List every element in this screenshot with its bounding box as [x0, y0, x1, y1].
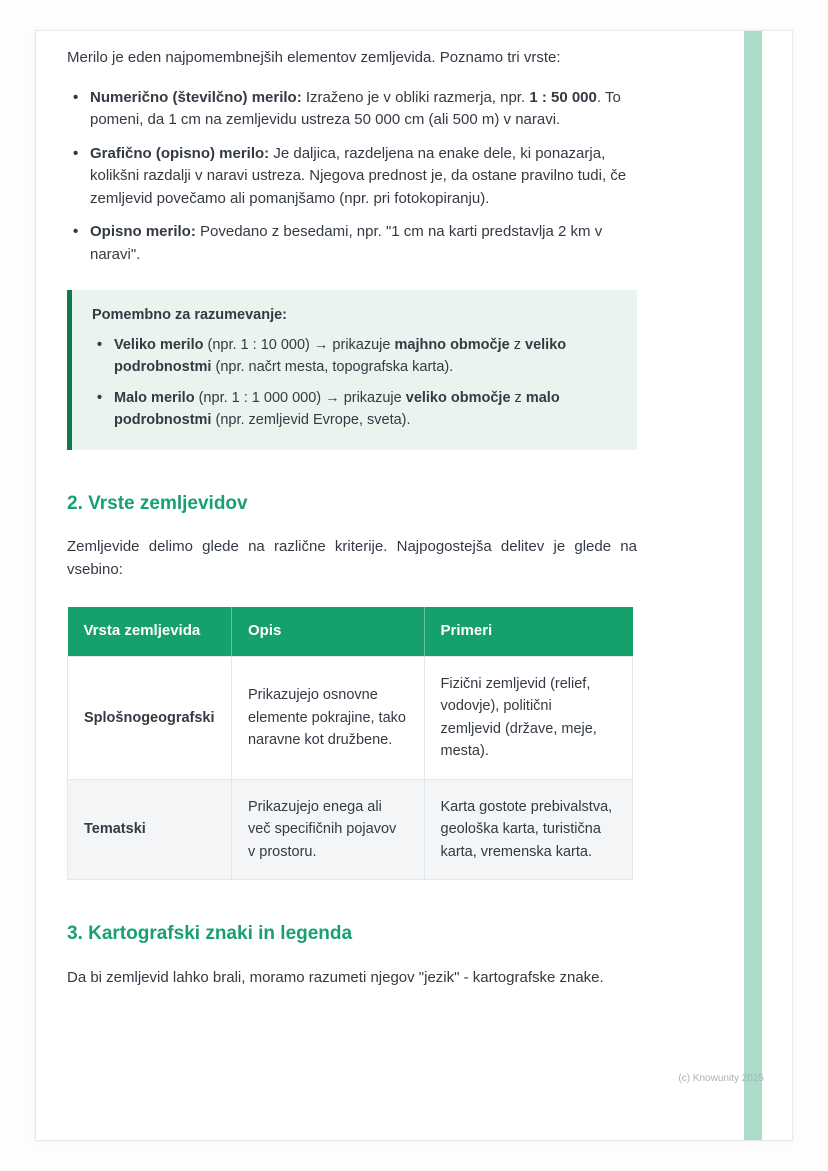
list-item-descriptive-scale — [90, 221, 637, 266]
callout-list — [92, 335, 615, 432]
list-item-numeric-scale — [90, 87, 637, 132]
table-header-vrsta: Vrsta zemljevida — [68, 607, 232, 656]
list-item-text: Numerično (številčno) merilo: Izraženo je v obliki razmerja, npr. 1 : 50 000. To pomeni, da 1 cm na zemljevidu ustreza 50 000 cm (ali 500 m) v naravi. — [90, 88, 621, 128]
table-header-opis: Opis — [231, 607, 424, 656]
table-cell-type: Splošnogeografski — [68, 656, 232, 779]
document-content — [67, 47, 637, 1011]
callout-title: Pomembno za razumevanje: — [92, 307, 287, 323]
scale-types-list — [67, 87, 637, 267]
document-page — [35, 30, 793, 1141]
callout-item-text: Malo merilo (npr. 1 : 1 000 000) → prikazuje veliko območje z malo podrobnostmi (npr. zemljevid Evrope, sveta). — [114, 390, 560, 428]
table-row-tematski — [68, 779, 633, 879]
section-2-heading: 2. Vrste zemljevidov — [67, 492, 248, 514]
intro-paragraph: Merilo je eden najpomembnejših elementov zemljevida. Poznamo tri vrste: — [67, 49, 561, 66]
section-3-heading: 3. Kartografski znaki in legenda — [67, 923, 353, 945]
table-row-splosnogeografski — [68, 656, 633, 779]
table-header-row — [68, 607, 633, 656]
decorative-side-stripe — [744, 31, 762, 1140]
map-types-table — [67, 607, 633, 880]
table-cell-opis: Prikazujejo osnovne elemente pokrajine, tako naravne kot družbene. — [231, 656, 424, 779]
table-cell-opis: Prikazujejo enega ali več specifičnih pojavov v prostoru. — [231, 779, 424, 879]
table-cell-primeri: Fizični zemljevid (relief, vodovje), politični zemljevid (države, meje, mesta). — [424, 656, 633, 779]
list-item-text: Opisno merilo: Povedano z besedami, npr. "1 cm na karti predstavlja 2 km v naravi". — [90, 223, 603, 263]
callout-item-text: Veliko merilo (npr. 1 : 10 000) → prikazuje majhno območje z veliko podrobnostmi (npr. načrt mesta, topografska karta). — [114, 336, 567, 375]
list-item-text: Grafično (opisno) merilo: Je daljica, razdeljena na enake dele, ki ponazarja, kolikšni razdalji v naravi ustreza. Njegova prednost je, da ostane pravilno tudi, če zemljevid povečamo ali pomanjšamo (npr. pri fotokopiranju). — [90, 144, 627, 207]
watermark: (c) Knowunity 2025 — [678, 1073, 764, 1084]
list-item-graphic-scale — [90, 143, 637, 211]
section-2-paragraph: Zemljevide delimo glede na različne kriterije. Najpogostejša delitev je glede na vsebino: — [67, 538, 637, 578]
table-cell-primeri: Karta gostote prebivalstva, geološka karta, turistična karta, vremenska karta. — [424, 779, 633, 879]
table-header-primeri: Primeri — [424, 607, 633, 656]
table-cell-type: Tematski — [68, 779, 232, 879]
callout-item-large-scale — [114, 335, 615, 379]
section-3-paragraph: Da bi zemljevid lahko brali, moramo razumeti njegov "jezik" - kartografske znake. — [67, 968, 604, 986]
important-note-box — [67, 290, 637, 450]
callout-item-small-scale — [114, 388, 615, 432]
